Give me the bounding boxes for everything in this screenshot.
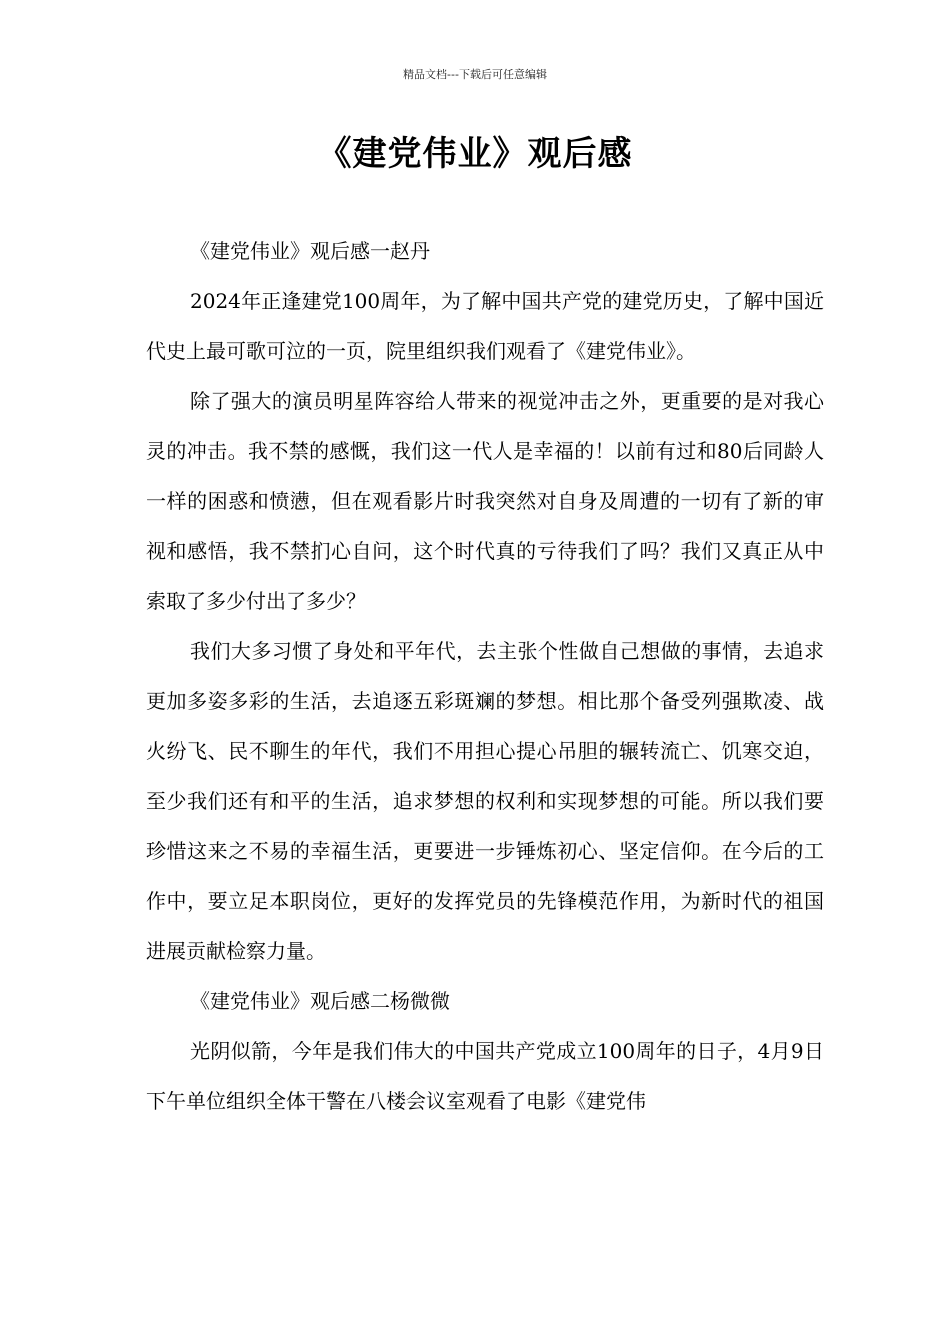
- paragraph: 除了强大的演员明星阵容给人带来的视觉冲击之外，更重要的是对我心灵的冲击。我不禁的感慨，我们这一代人是幸福的！以前有过和80后同龄人一样的困惑和愤懑，但在观看影片时我突然对自身及周遭的一切有了新的审视和感悟，我不禁扪心自问，这个时代真的亏待我们了吗？我们又真正从中索取了多少付出了多少？: [146, 389, 824, 613]
- header-note: 精品文档---下载后可任意编辑: [403, 68, 547, 81]
- document-title: 《建党伟业》观后感: [317, 134, 633, 174]
- paragraph: 我们大多习惯了身处和平年代，去主张个性做自己想做的事情，去追求更加多姿多彩的生活，去追逐五彩斑斓的梦想。相比那个备受列强欺凌、战火纷飞、民不聊生的年代，我们不用担心提心吊胆的辗转流亡、饥寒交迫，至少我们还有和平的生活，追求梦想的权利和实现梦想的可能。所以我们要珍惜这来之不易的幸福生活，更要进一步锤炼初心、坚定信仰。在今后的工作中，要立足本职岗位，更好的发挥党员的先锋模范作用，为新时代的祖国进展贡献检察力量。: [146, 639, 824, 963]
- paragraph: 光阴似箭，今年是我们伟大的中国共产党成立100周年的日子，4月9日下午单位组织全体干警在八楼会议室观看了电影《建党伟: [146, 1039, 824, 1113]
- section-heading-2: 《建党伟业》观后感二杨微微: [190, 989, 450, 1013]
- section-heading-1: 《建党伟业》观后感一赵丹: [190, 239, 430, 263]
- document-body: [146, 226, 824, 1126]
- paragraph: 2024年正逢建党100周年，为了解中国共产党的建党历史，了解中国近代史上最可歌可泣的一页，院里组织我们观看了《建党伟业》。: [146, 289, 824, 363]
